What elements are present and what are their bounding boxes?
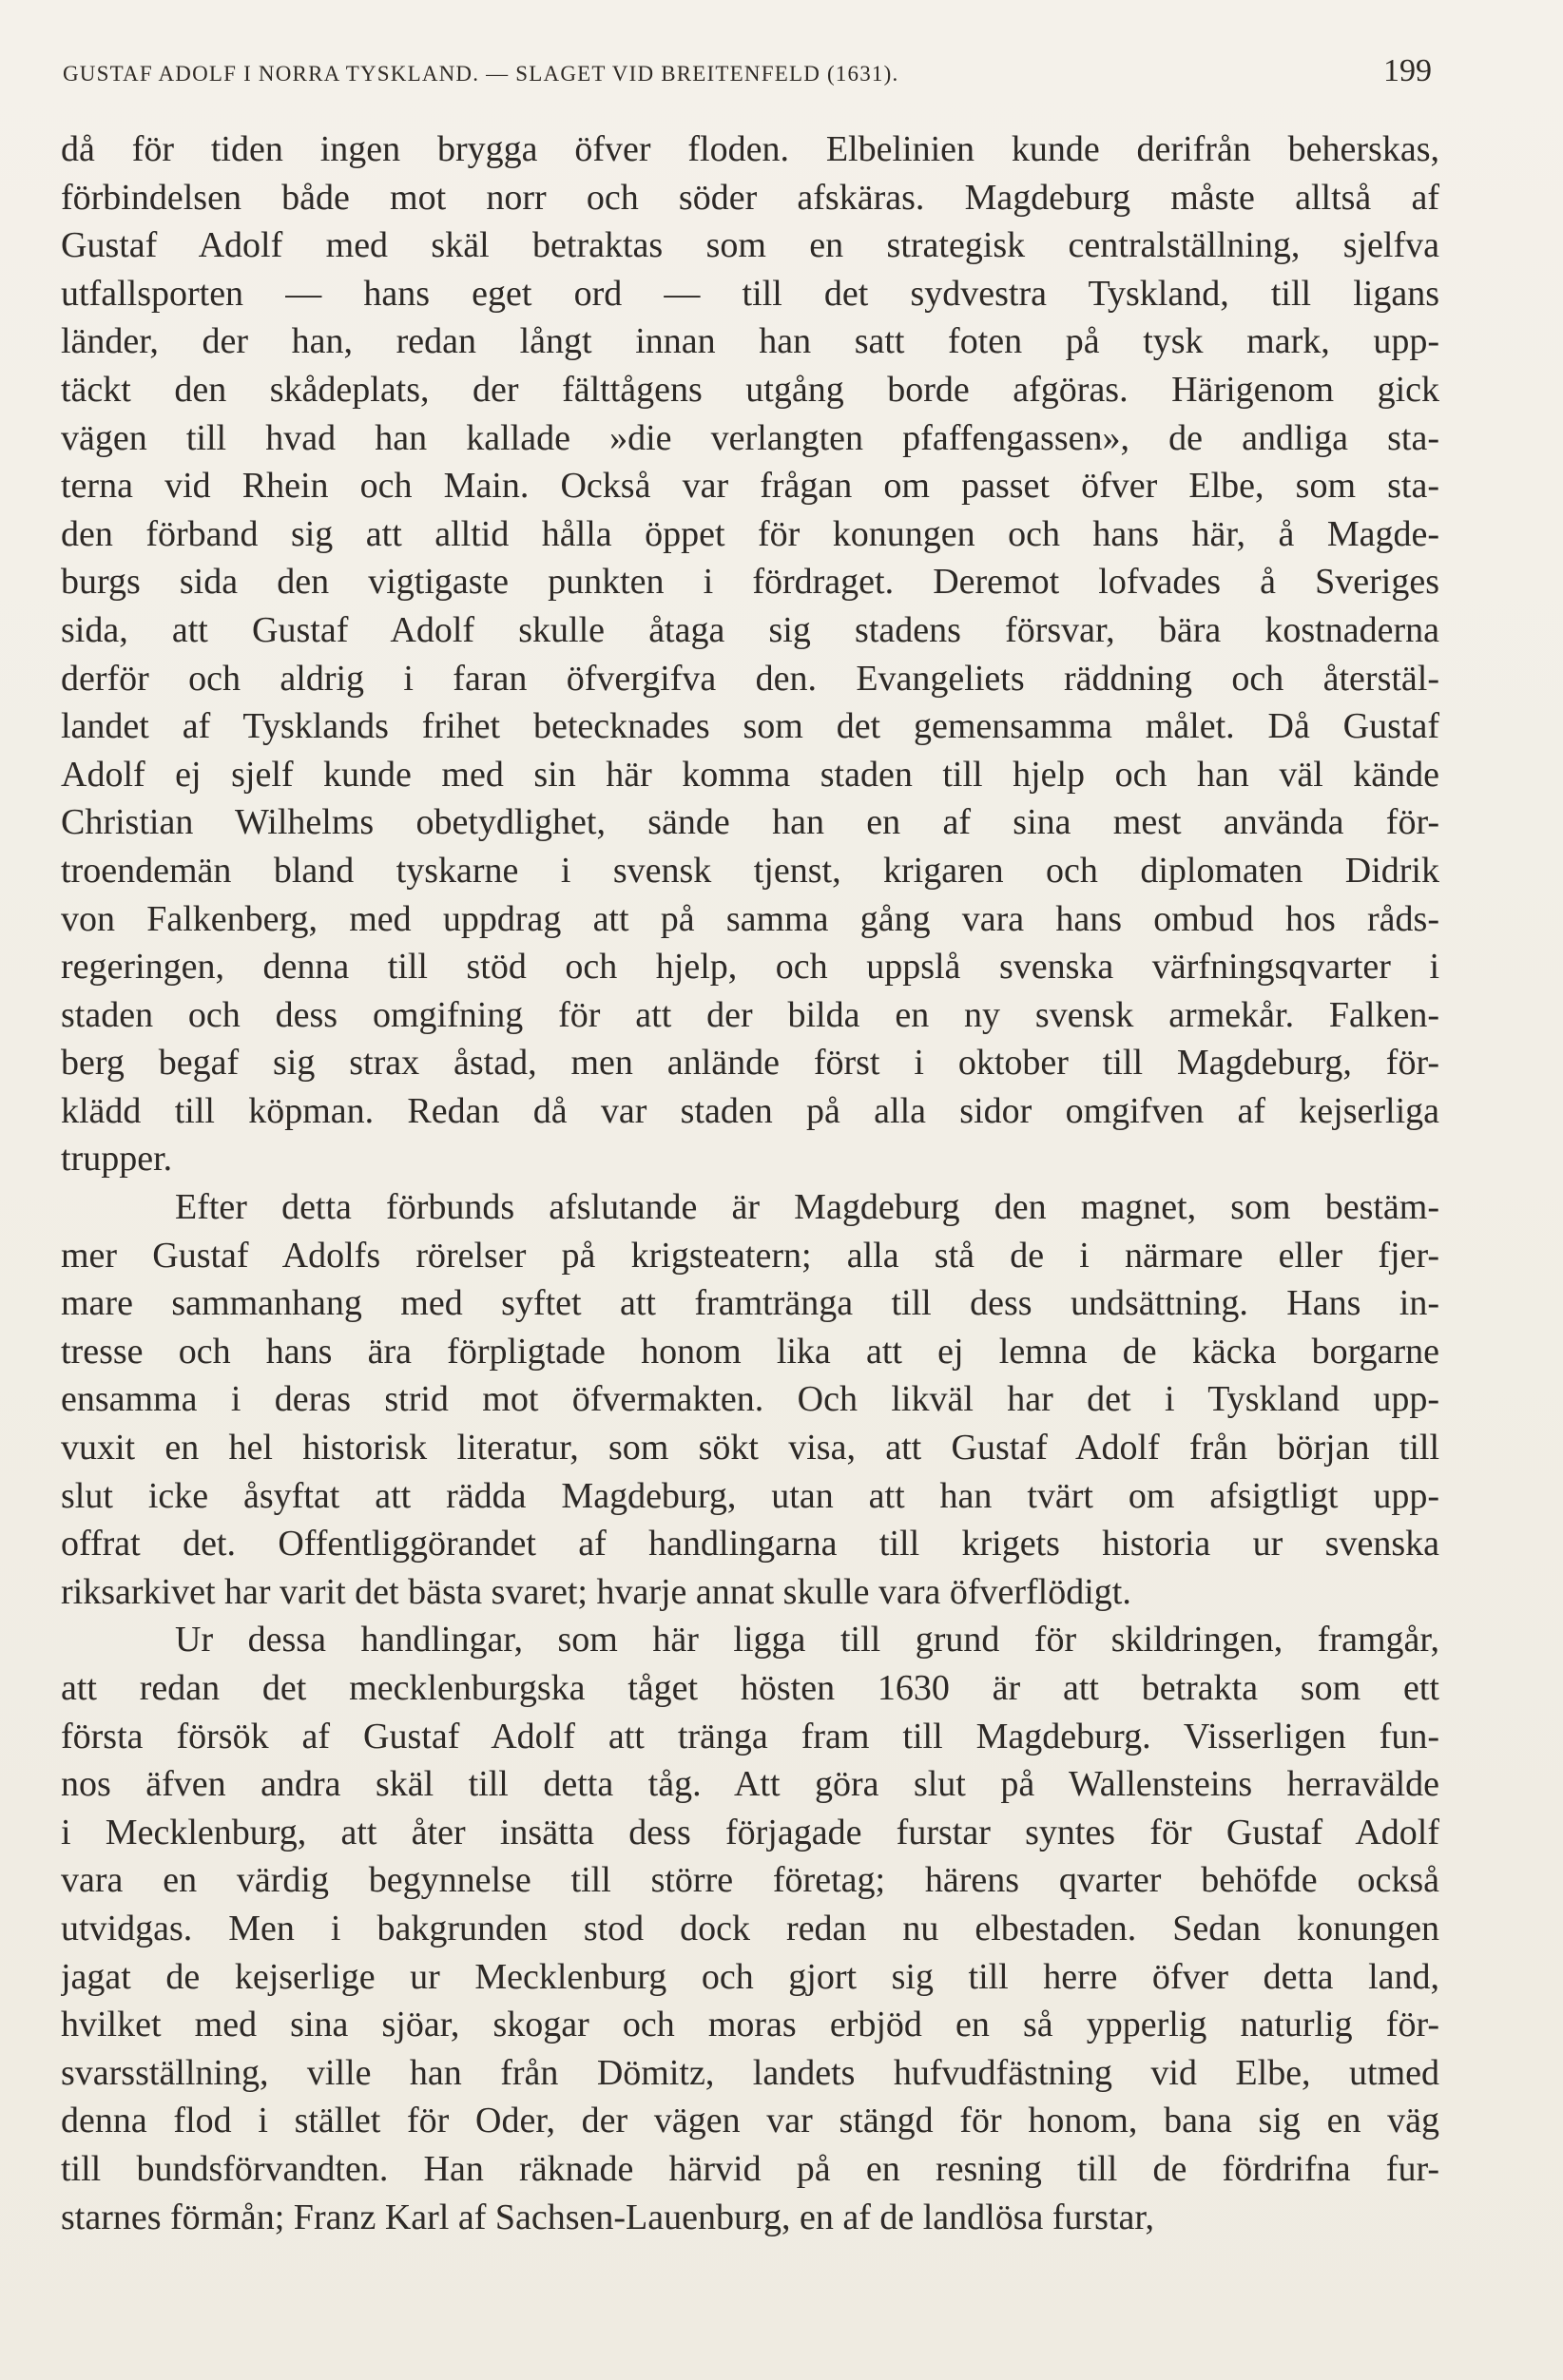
text-line: troendemän bland tyskarne i svensk tjenst, krigaren och diplomaten Didrik <box>61 850 1439 891</box>
text-line: förbindelsen både mot norr och söder afskäras. Magdeburg måste alltså af <box>61 177 1439 218</box>
text-line: utfallsporten — hans eget ord — till det sydvestra Tyskland, till ligans <box>61 273 1439 314</box>
text-line: mare sammanhang med syftet att framtränga till dess undsättning. Hans in- <box>61 1283 1439 1324</box>
text-line: jagat de kejserlige ur Mecklenburg och gjort sig till herre öfver detta land, <box>61 1956 1439 1997</box>
text-line: sida, att Gustaf Adolf skulle åtaga sig stadens försvar, bära kostnaderna <box>61 609 1439 650</box>
text-line: denna flod i stället för Oder, der vägen var stängd för honom, bana sig en väg <box>61 2101 1439 2141</box>
text-line: tresse och hans ära förpligtade honom lika att ej lemna de käcka borgarne <box>61 1331 1439 1372</box>
text-line: till bundsförvandten. Han räknade härvid på en resning till de fördrifna fur- <box>61 2148 1439 2189</box>
text-line: derför och aldrig i faran öfvergifva den. Evangeliets räddning och återstäl- <box>61 658 1439 699</box>
text-line: i Mecklenburg, att åter insätta dess förjagade furstar syntes för Gustaf Adolf <box>61 1812 1439 1852</box>
text-line: vara en värdig begynnelse till större företag; härens qvarter behöfde också <box>61 1860 1439 1901</box>
text-line: första försök af Gustaf Adolf att tränga fram till Magdeburg. Visserligen fun- <box>61 1716 1439 1756</box>
text-line: att redan det mecklenburgska tåget hösten 1630 är att betrakta som ett <box>61 1668 1439 1708</box>
text-line: Ur dessa handlingar, som här ligga till grund för skildringen, framgår, <box>175 1620 1439 1660</box>
text-line: burgs sida den vigtigaste punkten i fördraget. Deremot lofvades å Sveriges <box>61 562 1439 603</box>
text-line: Efter detta förbunds afslutande är Magdeburg den magnet, som bestäm- <box>175 1187 1439 1228</box>
text-line: starnes förmån; Franz Karl af Sachsen-Lauenburg, en af de landlösa furstar, <box>61 2197 1155 2237</box>
text-line: vuxit en hel historisk literatur, som sökt visa, att Gustaf Adolf från början till <box>61 1428 1439 1468</box>
text-line: Adolf ej sjelf kunde med sin här komma staden till hjelp och han väl kände <box>61 754 1439 795</box>
text-line: offrat det. Offentliggörandet af handlingarna till krigets historia ur svenska <box>61 1524 1439 1564</box>
text-line: svarsställning, ville han från Dömitz, landets hufvudfästning vid Elbe, utmed <box>61 2052 1439 2093</box>
text-line: den förband sig att alltid hålla öppet för konungen och hans här, å Magde- <box>61 513 1439 554</box>
text-line: vägen till hvad han kallade »die verlangten pfaffengassen», de andliga sta- <box>61 417 1439 458</box>
text-line: terna vid Rhein och Main. Också var frågan om passet öfver Elbe, som sta- <box>61 466 1439 507</box>
body-text <box>61 125 1439 2241</box>
text-line: regeringen, denna till stöd och hjelp, och uppslå svenska värfningsqvarter i <box>61 947 1439 988</box>
running-title: GUSTAF ADOLF I NORRA TYSKLAND. — SLAGET VID BREITENFELD (1631). <box>63 62 899 86</box>
text-line: utvidgas. Men i bakgrunden stod dock redan nu elbestaden. Sedan konungen <box>61 1908 1439 1948</box>
text-line: länder, der han, redan långt innan han satt foten på tysk mark, upp- <box>61 321 1439 362</box>
text-line: då för tiden ingen brygga öfver floden. Elbelinien kunde derifrån beherskas, <box>61 129 1439 169</box>
text-line: berg begaf sig strax åstad, men anlände först i oktober till Magdeburg, för- <box>61 1043 1439 1084</box>
text-line: mer Gustaf Adolfs rörelser på krigsteatern; alla stå de i närmare eller fjer- <box>61 1235 1439 1276</box>
text-line: riksarkivet har varit det bästa svaret; hvarje annat skulle vara öfverflödigt. <box>61 1571 1131 1612</box>
page-number: 199 <box>1383 53 1432 88</box>
text-line: hvilket med sina sjöar, skogar och moras erbjöd en så ypperlig naturlig för- <box>61 2005 1439 2045</box>
text-line: staden och dess omgifning för att der bilda en ny svensk armekår. Falken- <box>61 994 1439 1035</box>
text-line: klädd till köpman. Redan då var staden på alla sidor omgifven af kejserliga <box>61 1090 1439 1131</box>
text-line: von Falkenberg, med uppdrag att på samma gång vara hans ombud hos råds- <box>61 898 1439 939</box>
text-line: landet af Tysklands frihet betecknades som det gemensamma målet. Då Gustaf <box>61 706 1439 747</box>
text-line: täckt den skådeplats, der fälttågens utgång borde afgöras. Härigenom gick <box>61 369 1439 410</box>
running-header <box>63 53 1432 95</box>
text-line: slut icke åsyftat att rädda Magdeburg, utan att han tvärt om afsigtligt upp- <box>61 1475 1439 1516</box>
text-line: Christian Wilhelms obetydlighet, sände han en af sina mest använda för- <box>61 802 1439 843</box>
text-line: ensamma i deras strid mot öfvermakten. Och likväl har det i Tyskland upp- <box>61 1379 1439 1420</box>
text-line: Gustaf Adolf med skäl betraktas som en strategisk centralställning, sjelfva <box>61 225 1439 266</box>
text-line: trupper. <box>61 1139 173 1180</box>
text-line: nos äfven andra skäl till detta tåg. Att göra slut på Wallensteins herravälde <box>61 1764 1439 1805</box>
